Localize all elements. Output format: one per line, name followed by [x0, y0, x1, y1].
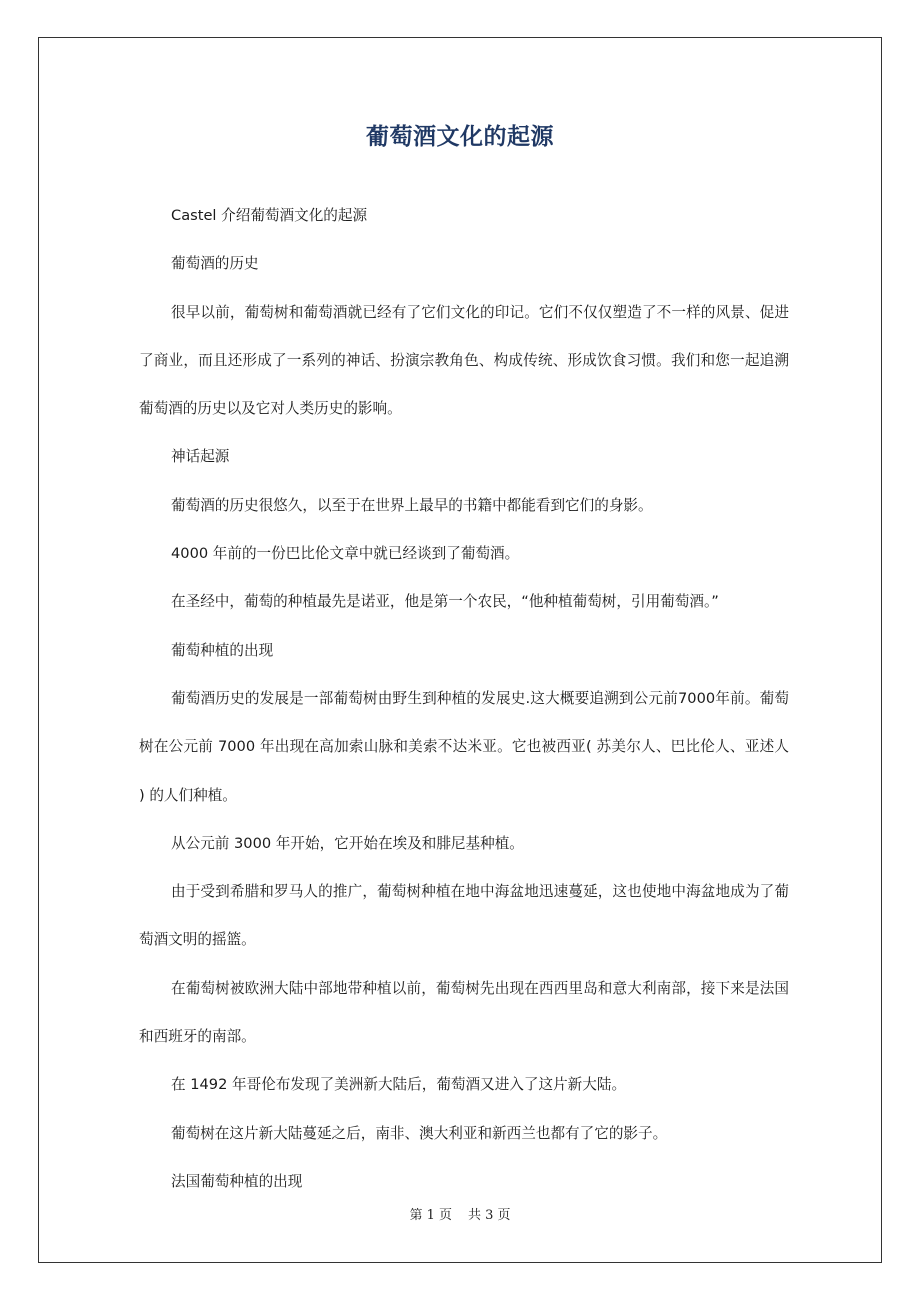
paragraph-columbus: 在 1492 年哥伦布发现了美洲新大陆后，葡萄酒又进入了这片新大陆。	[171, 1076, 627, 1094]
heading-cultivation: 葡萄种植的出现	[171, 641, 274, 659]
page-footer	[0, 1206, 920, 1226]
heading-france: 法国葡萄种植的出现	[171, 1172, 303, 1190]
paragraph-babylon: 4000 年前的一份巴比伦文章中就已经谈到了葡萄酒。	[171, 545, 520, 563]
page-total: 共 3 页	[468, 1208, 511, 1223]
paragraph-intro: Castel 介绍葡萄酒文化的起源	[171, 207, 368, 224]
paragraph-history: 很早以前，葡萄树和葡萄酒就已经有了它们文化的印记。它们不仅仅塑造了不一样的风景、促进了商业，而且还形成了一系列的神话、扮演宗教角色、构成传统、形成饮食习惯。我们和您一起追溯葡萄酒的历史以及它对人类历史的影响。	[139, 303, 789, 418]
document-body	[139, 192, 789, 1206]
page-number: 第 1 页	[409, 1208, 452, 1223]
paragraph-bible: 在圣经中，葡萄的种植最先是诺亚，他是第一个农民，“他种植葡萄树，引用葡萄酒。”	[171, 593, 719, 611]
paragraph-egypt: 从公元前 3000 年开始，它开始在埃及和腓尼基种植。	[171, 834, 524, 852]
paragraph-new-world: 葡萄树在这片新大陆蔓延之后，南非、澳大利亚和新西兰也都有了它的影子。	[171, 1124, 668, 1142]
document-title: 葡萄酒文化的起源	[366, 124, 554, 150]
paragraph-cultivation-history: 葡萄酒历史的发展是一部葡萄树由野生到种植的发展史.这大概要追溯到公元前7000年前。葡萄树在公元前 7000 年出现在高加索山脉和美索不达米亚。它也被西亚( 苏美尔人、巴比伦人、亚述人 ) 的人们种植。	[139, 689, 789, 804]
heading-myth-origin: 神话起源	[171, 448, 230, 466]
paragraph-mediterranean: 由于受到希腊和罗马人的推广，葡萄树种植在地中海盆地迅速蔓延，这也使地中海盆地成为了葡萄酒文明的摇篮。	[139, 883, 789, 949]
paragraph-europe: 在葡萄树被欧洲大陆中部地带种植以前，葡萄树先出现在西西里岛和意大利南部，接下来是法国和西班牙的南部。	[139, 979, 789, 1046]
heading-wine-history: 葡萄酒的历史	[171, 255, 259, 273]
paragraph-ancient-books: 葡萄酒的历史很悠久，以至于在世界上最早的书籍中都能看到它们的身影。	[171, 496, 653, 514]
